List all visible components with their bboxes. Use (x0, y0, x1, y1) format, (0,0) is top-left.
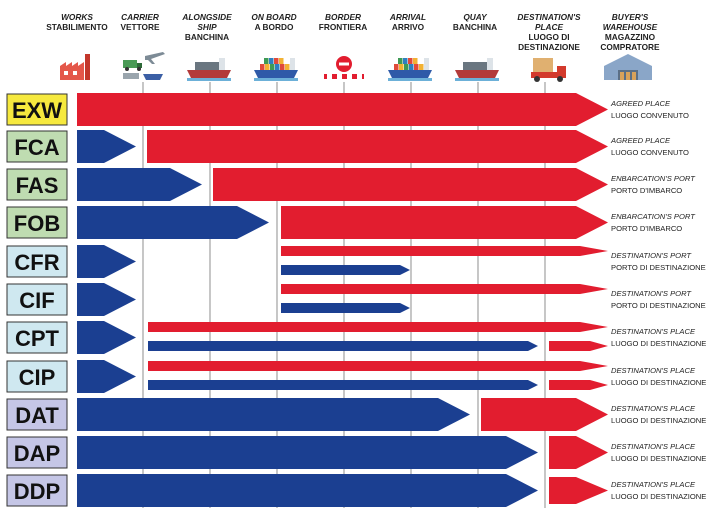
term-code: EXW (11, 98, 63, 123)
risk-arrow (281, 246, 608, 256)
freight-arrow (148, 341, 538, 351)
risk-arrow (148, 322, 608, 332)
stage-label-rm-line: MAGAZZINO (604, 32, 656, 42)
place-label-rm: PORTO D'IMBARCO (611, 224, 683, 233)
place-label-rm: LUOGO CONVENUTO (611, 111, 689, 120)
term-code: CIF (19, 288, 55, 313)
water (254, 78, 298, 81)
stage-label-it-line: WAREHOUSE (602, 22, 658, 32)
stage-label-it (517, 12, 581, 32)
container-ship-icon (254, 58, 298, 81)
stage-label-rm (319, 22, 367, 32)
place-label-rm: LUOGO DI DESTINAZIONE (611, 378, 707, 387)
barrier-stripe (337, 74, 342, 79)
ship-cargo (195, 62, 221, 70)
ship-bridge (290, 58, 295, 70)
freight-arrow (281, 303, 410, 313)
term-code: CIP (18, 365, 56, 390)
term-code: FAS (15, 173, 59, 198)
seller-arrow (77, 130, 136, 163)
stage-label-rm-line: VETTORE (120, 22, 160, 32)
buyer-arrow (147, 130, 608, 163)
stage-label-rm (46, 22, 108, 32)
wheel (137, 67, 141, 71)
stage-label-rm-line: ARRIVO (391, 22, 425, 32)
container (399, 64, 404, 70)
stage-label-it-line: WORKS (61, 12, 93, 22)
container (413, 58, 418, 64)
stage-3 (251, 12, 296, 32)
water (455, 78, 499, 81)
seller-arrow (77, 360, 136, 393)
ship-hull (187, 70, 231, 78)
stage-label-it-line: ALONGSIDE (182, 12, 232, 22)
factory-chimney (85, 54, 90, 80)
place-label-it: DESTINATION'S PLACE (611, 404, 696, 413)
container (419, 64, 424, 70)
container (280, 64, 285, 70)
stage-label-rm (453, 22, 497, 32)
seller-arrow (77, 474, 538, 507)
stage-8 (600, 12, 660, 52)
factory-body (60, 62, 84, 80)
container (269, 58, 274, 64)
stage-label-it-line: BUYER'S (611, 12, 649, 22)
factory-icon (60, 54, 90, 80)
container-ship-icon (388, 58, 432, 81)
stage-2 (181, 12, 232, 42)
stage-label-it-line: ON BOARD (251, 12, 297, 22)
place-label-it: DESTINATION'S PLACE (611, 327, 696, 336)
risk-arrow (281, 284, 608, 294)
buyer-arrow (549, 436, 608, 469)
stage-label-it-line: BORDER (325, 12, 361, 22)
buyer-freight-arrow (549, 380, 608, 390)
place-label-it: DESTINATION'S PLACE (611, 480, 696, 489)
container (408, 58, 413, 64)
stage-label-rm-line: FRONTIERA (318, 22, 368, 32)
stage-label-it-line: CARRIER (121, 12, 159, 22)
delivery-truck-icon (531, 58, 566, 82)
place-label-rm: LUOGO DI DESTINAZIONE (611, 339, 707, 348)
plane (145, 52, 165, 64)
container (394, 64, 399, 70)
crate (620, 72, 624, 80)
water (187, 78, 231, 81)
container (270, 64, 275, 70)
stage-label-it-line: DESTINATION'S (517, 12, 581, 22)
stage-label-rm (120, 22, 159, 32)
freight-arrow (148, 380, 538, 390)
ship-bridge (219, 58, 225, 70)
water (388, 78, 432, 81)
ship-icon (187, 58, 231, 81)
stage-label-rm-line: A BORDO (254, 22, 294, 32)
freight-arrow (281, 265, 410, 275)
seller-arrow (77, 321, 136, 354)
place-label-it: DESTINATION'S PLACE (611, 366, 696, 375)
stage-label-rm (255, 22, 294, 32)
boxes (533, 58, 553, 72)
stage-label-rm (185, 32, 229, 42)
ship-hull (388, 70, 432, 78)
place-label-it: ENBARCATION'S PORT (611, 174, 695, 183)
ship-icon (455, 58, 499, 81)
buyer-arrow (213, 168, 608, 201)
no-entry-bar (339, 63, 349, 66)
place-label-it: ENBARCATION'S PORT (611, 212, 695, 221)
place-label-it: AGREED PLACE (611, 136, 671, 145)
container (265, 64, 270, 70)
wheel (125, 67, 129, 71)
stage-label-rm (600, 32, 660, 52)
term-code: FCA (14, 135, 60, 160)
stage-label-rm-line: STABILIMENTO (46, 22, 108, 32)
stage-label-it (121, 12, 159, 22)
seller-arrow (77, 398, 470, 431)
stage-5 (389, 12, 426, 32)
truck-cab (557, 66, 566, 78)
ship-bridge (487, 58, 493, 70)
stage-label-it (325, 12, 361, 22)
container (279, 58, 284, 64)
barrier-stripe (357, 74, 362, 79)
place-label-rm: PORTO D'IMBARCO (611, 186, 683, 195)
wheel (557, 76, 563, 82)
stage-label-it (61, 12, 93, 22)
barrier-stripe (327, 74, 332, 79)
seller-arrow (77, 168, 202, 201)
container (264, 58, 269, 64)
term-code: CPT (15, 326, 59, 351)
stage-7 (517, 12, 581, 52)
place-label-rm: PORTO DI DESTINAZIONE (611, 263, 706, 272)
stage-label-rm-line: BANCHINA (452, 22, 498, 32)
place-label-rm: LUOGO DI DESTINAZIONE (611, 416, 707, 425)
train (123, 73, 139, 79)
stage-label-rm-line: BANCHINA (184, 32, 230, 42)
crate (626, 72, 630, 80)
place-label-rm: LUOGO DI DESTINAZIONE (611, 492, 707, 501)
warehouse-icon (604, 54, 652, 80)
place-label-rm: LUOGO DI DESTINAZIONE (611, 454, 707, 463)
stage-label-it (251, 12, 296, 22)
ship-hull (455, 70, 499, 78)
wheel (534, 76, 540, 82)
place-label-it: AGREED PLACE (611, 99, 671, 108)
stage-label-rm (518, 32, 580, 52)
stage-label-it-line: ARRIVAL (389, 12, 427, 22)
ship-bridge (424, 58, 429, 70)
stage-1 (120, 12, 159, 32)
seller-arrow (77, 436, 538, 469)
stage-label-it (603, 12, 658, 32)
truck-body (123, 60, 137, 68)
buyer-arrow (77, 93, 608, 126)
ship-cargo (463, 62, 489, 70)
crate (632, 72, 636, 80)
container (275, 64, 280, 70)
container (398, 58, 403, 64)
buyer-freight-arrow (549, 341, 608, 351)
place-label-it: DESTINATION'S PORT (611, 251, 692, 260)
stage-label-rm-line: COMPRATORE (600, 42, 660, 52)
stage-label-it-line: PLACE (534, 22, 564, 32)
stage-0 (46, 12, 108, 32)
stage-label-it-line: QUAY (463, 12, 487, 22)
factory-window (73, 71, 77, 75)
place-label-it: DESTINATION'S PLACE (611, 442, 696, 451)
seller-arrow (77, 206, 269, 239)
stage-label-it (389, 12, 426, 22)
stage-label-rm-line: DESTINAZIONE (518, 42, 580, 52)
term-code: DAP (13, 441, 61, 466)
container (285, 64, 290, 70)
stage-6 (453, 12, 497, 32)
risk-arrow (148, 361, 608, 371)
stage-label-rm-line: LUOGO DI (528, 32, 570, 42)
stage-label-rm (392, 22, 425, 32)
container (260, 64, 265, 70)
place-label-rm: PORTO DI DESTINAZIONE (611, 301, 706, 310)
no-entry-icon (324, 56, 364, 79)
stage-label-it (181, 12, 232, 32)
term-code: FOB (13, 211, 61, 236)
seller-arrow (77, 245, 136, 278)
place-label-it: DESTINATION'S PORT (611, 289, 692, 298)
container (404, 64, 409, 70)
stage-4 (319, 12, 367, 32)
header-row (46, 12, 660, 82)
buyer-arrow (481, 398, 608, 431)
buyer-arrow (549, 477, 608, 504)
place-label-rm: LUOGO CONVENUTO (611, 148, 689, 157)
stage-label-it (463, 12, 488, 22)
boat (143, 74, 163, 80)
stage-label-it-line: SHIP (197, 22, 217, 32)
term-code: CFR (14, 250, 60, 275)
container (414, 64, 419, 70)
term-code: DDP (13, 479, 61, 504)
container (403, 58, 408, 64)
factory-window (64, 71, 68, 75)
seller-arrow (77, 283, 136, 316)
container (274, 58, 279, 64)
term-code: DAT (15, 403, 59, 428)
buyer-arrow (281, 206, 608, 239)
container (409, 64, 414, 70)
ship-hull (254, 70, 298, 78)
truck-plane-icon (123, 52, 165, 80)
barrier-stripe (347, 74, 352, 79)
